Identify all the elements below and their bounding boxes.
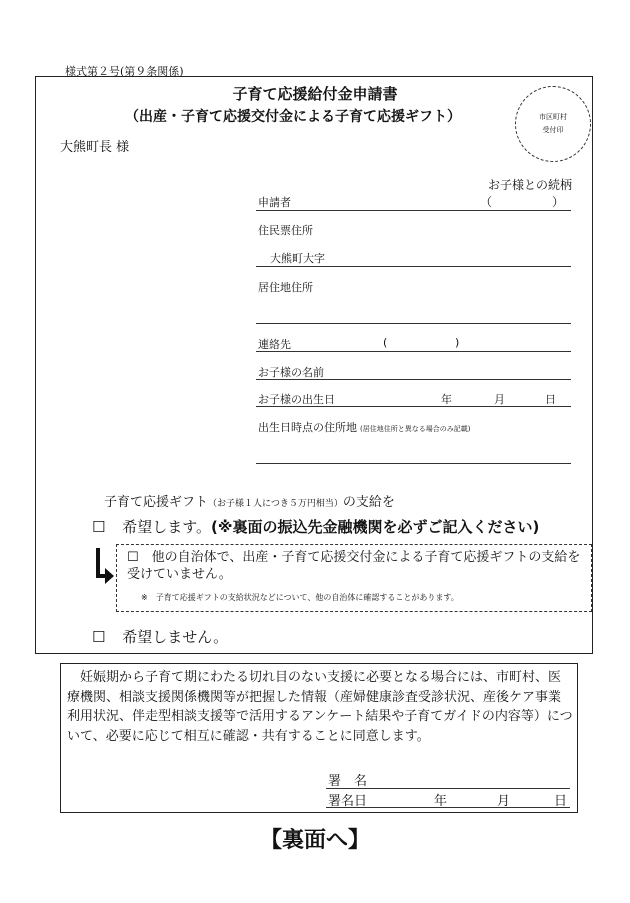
child-name-underline xyxy=(256,379,571,380)
contact-label: 連絡先 xyxy=(258,338,291,351)
other-municipality-declaration[interactable]: ☐ 他の自治体で、出産・子育て応援交付金による子育て応援ギフトの支給を受けていません。 xyxy=(127,550,581,582)
form-title: 子育て応援給付金申請書 xyxy=(232,85,398,103)
wish-note: (※裏面の振込先金融機関を必ずご記入ください) xyxy=(211,518,540,536)
signature-date-underline xyxy=(326,807,570,808)
birth-address-underline xyxy=(256,463,571,464)
stamp-line1: 市区町村 xyxy=(539,113,567,121)
wish-checkbox[interactable]: ☐ xyxy=(92,518,106,536)
applicant-label: 申請者 xyxy=(258,196,291,209)
birth-address-note: (居住地住所と異なる場合のみ記載) xyxy=(360,425,471,433)
contact-paren-open: ( xyxy=(383,336,388,349)
relation-field[interactable]: （ ） xyxy=(480,195,565,209)
other-municipality-note: ※ 子育て応援ギフトの支給状況などについて、他の自治体に確認することがあります。 xyxy=(141,593,459,602)
birth-month-label: 月 xyxy=(494,393,505,406)
town-prefix: 大熊町大字 xyxy=(270,252,325,265)
child-name-label: お子様の名前 xyxy=(258,366,324,379)
addressee: 大熊町長 様 xyxy=(60,140,130,155)
gift-statement xyxy=(104,491,395,510)
current-address-label: 居住地住所 xyxy=(258,281,313,294)
arrow-down-right-icon xyxy=(93,546,115,586)
resident-address-label: 住民票住所 xyxy=(258,224,313,237)
wish-label: 希望します。 xyxy=(122,518,212,536)
signature-underline xyxy=(326,788,570,789)
form-number: 様式第２号(第９条関係) xyxy=(65,65,184,78)
no-wish-label: 希望しません。 xyxy=(122,628,229,646)
gift-note: （お子様１人につき５万円相当） xyxy=(208,499,343,509)
signature-date-label: 署名日 xyxy=(328,794,368,809)
signature-label: 署 名 xyxy=(328,774,368,789)
birth-year-label: 年 xyxy=(441,393,452,406)
no-wish-option[interactable] xyxy=(92,626,228,647)
wish-option[interactable] xyxy=(92,516,539,537)
stamp-line2: 受付印 xyxy=(542,126,564,134)
form-subtitle: （出産・子育て応援交付金による子育て応援ギフト） xyxy=(125,109,461,125)
relation-label: お子様との続柄 xyxy=(488,178,573,192)
next-page-label: 【裏面へ】 xyxy=(259,828,370,853)
birth-address-label xyxy=(258,419,470,435)
reception-stamp-circle xyxy=(515,86,591,162)
birth-address-label-text: 出生日時点の住所地 xyxy=(258,421,357,434)
birth-day-label: 日 xyxy=(545,393,556,406)
gift-suffix: の支給を xyxy=(342,495,395,510)
current-address-underline xyxy=(256,323,571,324)
contact-paren-close: ) xyxy=(455,336,460,349)
signature-day-label: 日 xyxy=(554,794,568,809)
birthdate-underline xyxy=(256,406,571,407)
gift-prefix: 子育て応援ギフト xyxy=(104,495,209,510)
signature-year-label: 年 xyxy=(434,794,448,809)
signature-month-label: 月 xyxy=(497,794,511,809)
no-wish-checkbox[interactable]: ☐ xyxy=(92,628,106,646)
child-birthdate-label: お子様の出生日 xyxy=(258,393,335,406)
other-municipality-box xyxy=(116,544,592,612)
consent-text: 妊娠期から子育て期にわたる切れ目のない支援に必要となる場合には、市町村、医療機関、相談支援関係機関等が把握した情報（産婦健康診査受診状況、産後ケア事業利用状況、伴走型相談支援等で活用するアンケート結果や子育てガイドの内容等）について、必要に応じて相互に確認・共有することに同意します。 xyxy=(67,670,573,744)
resident-address-underline xyxy=(256,266,571,267)
contact-underline xyxy=(256,351,571,352)
applicant-underline xyxy=(256,210,571,211)
